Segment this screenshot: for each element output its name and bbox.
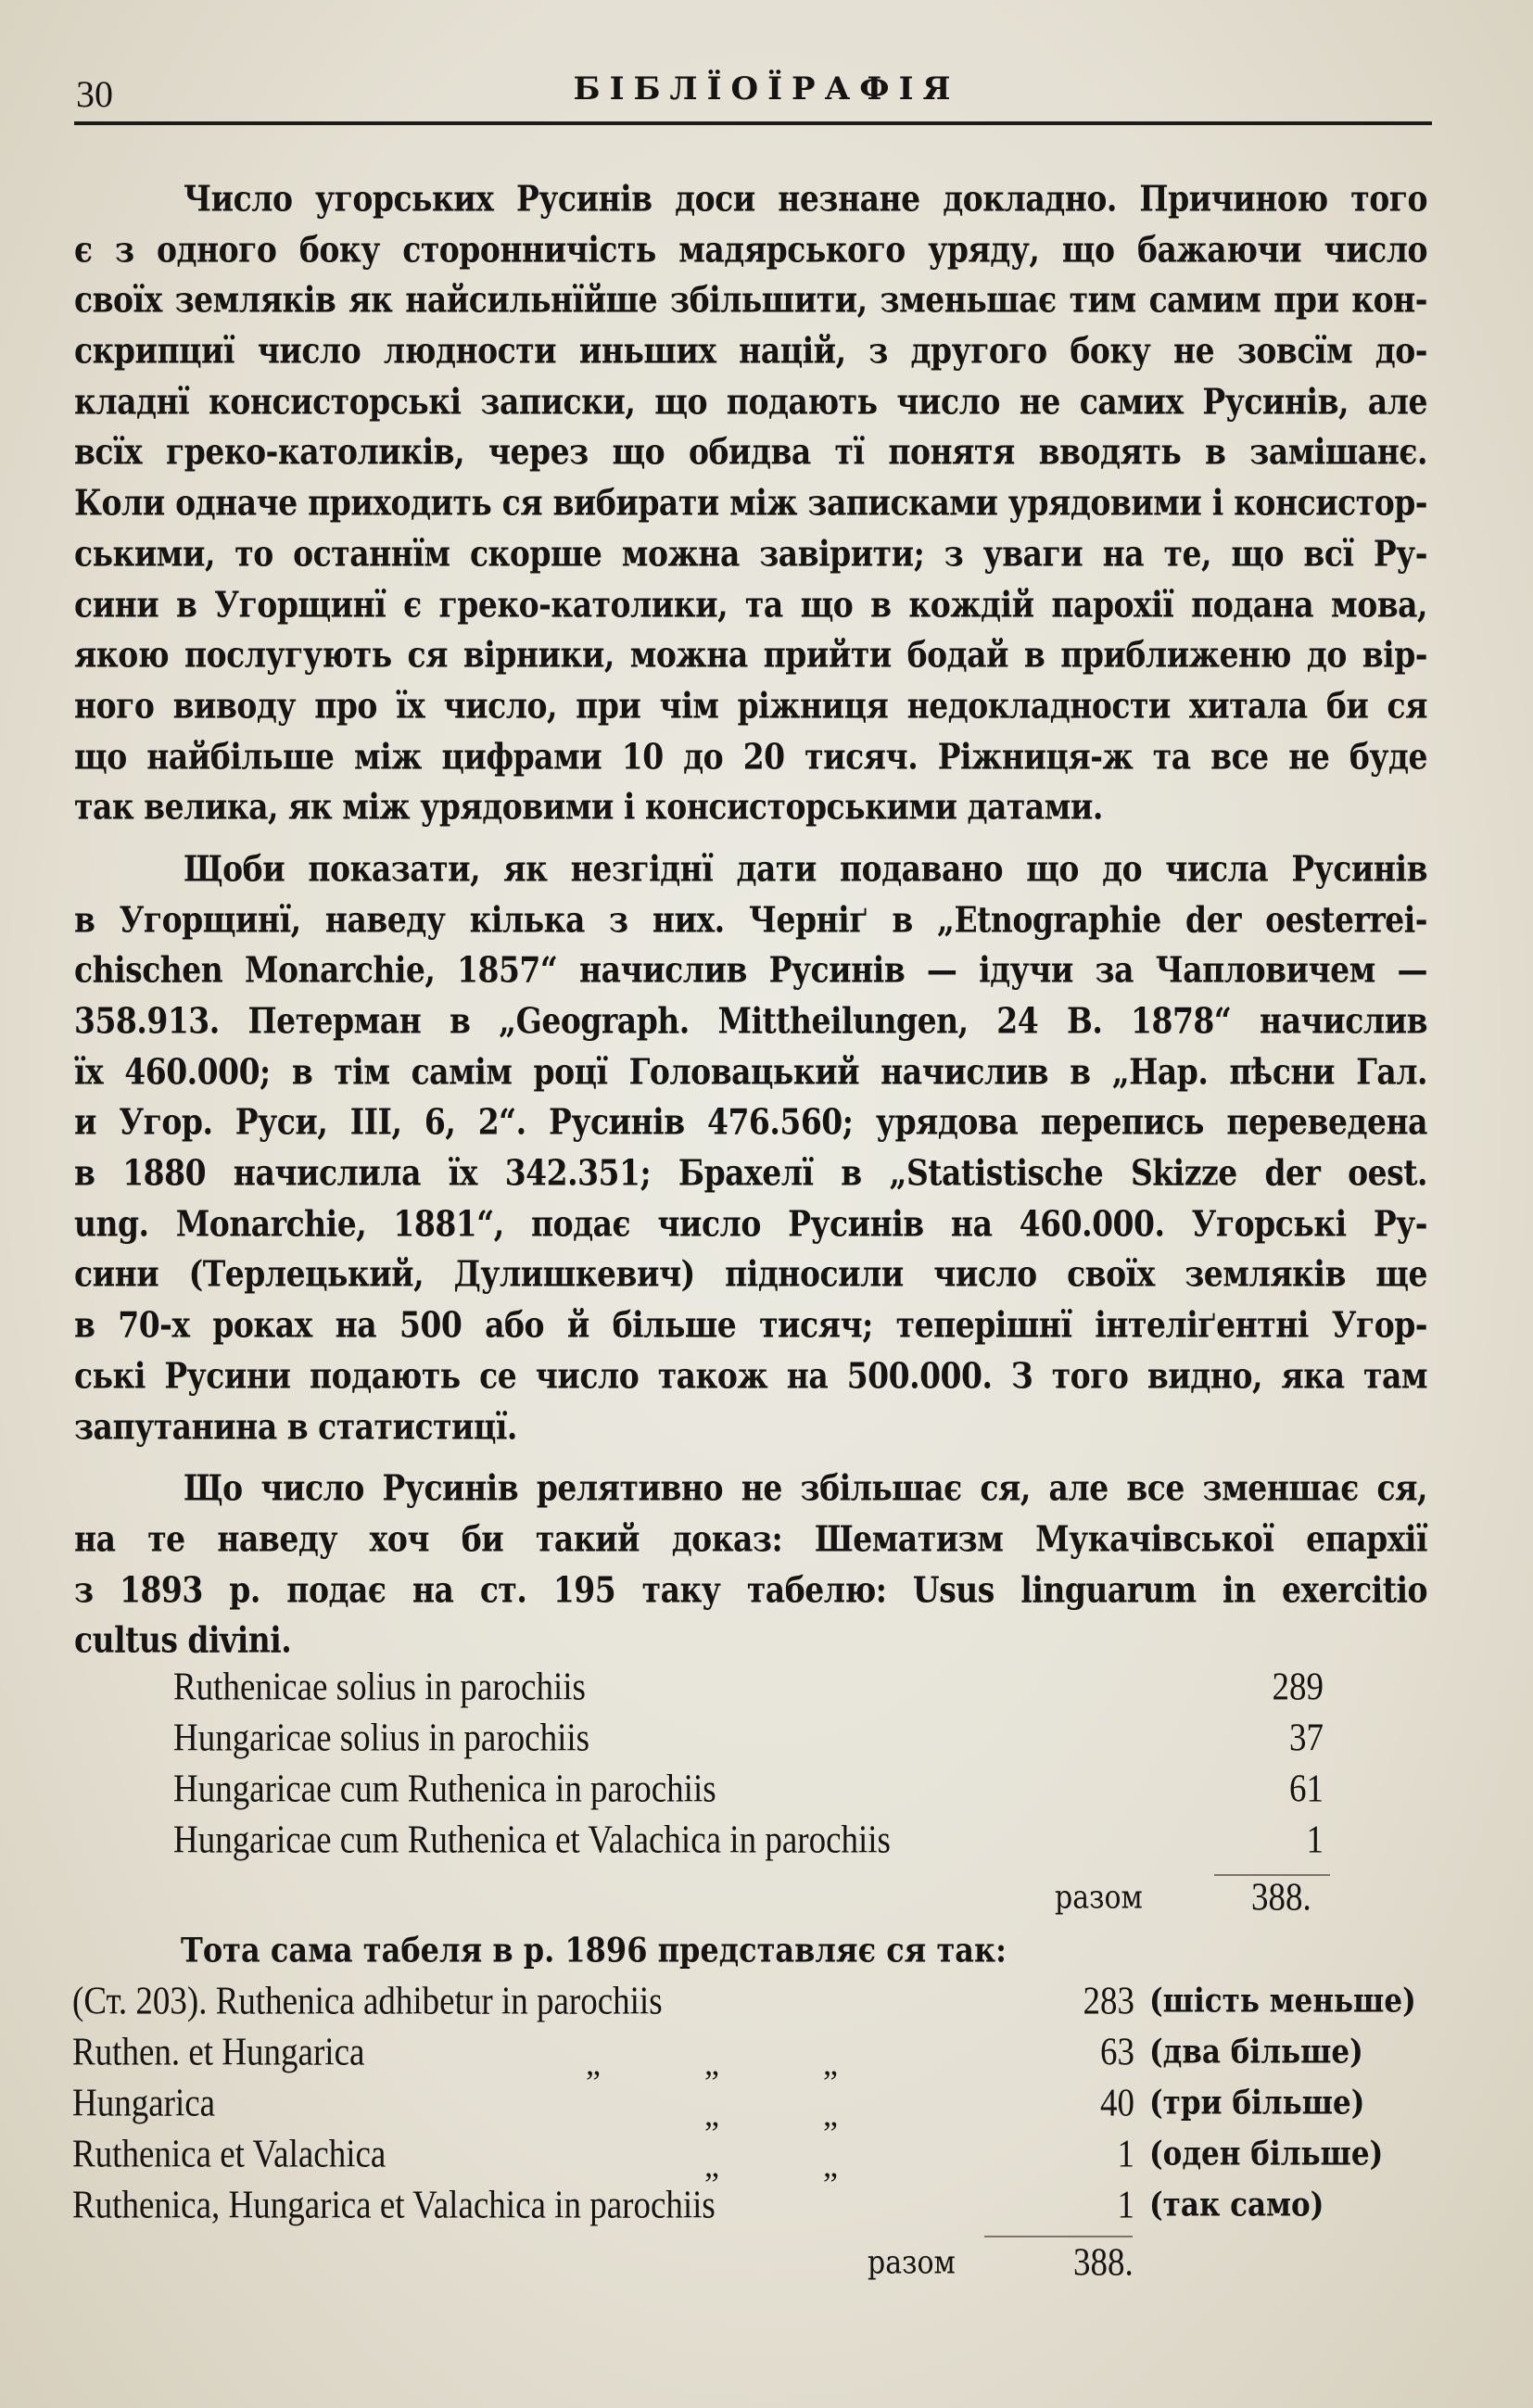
text-line: Коли одначе приходить ся вибирати між записками урядовими і консистор-: [74, 482, 1427, 524]
table-row-value: 1: [1306, 1818, 1324, 1863]
running-title: БІБЛЇОЇРАФІЯ: [573, 70, 960, 108]
text-line: на те наведу хоч би такий доказ: Шематизм Мукачівської епархії: [74, 1517, 1427, 1560]
table-row-value: 1: [1117, 2132, 1134, 2177]
text-line: з 1893 р. подає на ст. 195 таку табелю: Usus linguarum in exercitio: [74, 1568, 1427, 1611]
ditto-mark: „: [704, 2147, 719, 2184]
table-row-label: Hungaricae cum Ruthenica in parochiis: [173, 1767, 716, 1812]
text-line: 358.913. Петерман в „Geograph. Mittheilungen, 24 B. 1878“ начислив: [74, 999, 1427, 1042]
text-line: так велика, як між урядовими і консисторськими датами.: [74, 786, 1103, 829]
text-line: своїх земляків як найсильнїйше збільшити, зменьшає тим самим при кон-: [74, 279, 1427, 322]
table-row-comment: (шість меньше): [1149, 1982, 1416, 2021]
ditto-mark: „: [823, 2096, 838, 2133]
text-line: сини (Терлецький, Дулишкевич) підносили число своїх земляків ще: [74, 1253, 1427, 1296]
text-line: всїх греко-католиків, через що обидва тї понятя вводять в замішанє.: [74, 431, 1427, 474]
text-line: и Угор. Руси, III, 6, 2“. Русинів 476.560; урядова перепись переведена: [74, 1101, 1427, 1144]
table-row-label: Ruthen. et Hungarica: [72, 2030, 365, 2075]
text-line: запутанина в статистицї.: [74, 1405, 517, 1448]
ditto-mark: „: [823, 2045, 838, 2082]
table-row-value: 283: [1083, 1979, 1134, 2024]
text-line: є з одного боку сторонничість мадярського уряду, що бажаючи число: [74, 228, 1427, 271]
table-row-value: 40: [1100, 2081, 1134, 2126]
total-label: разом: [868, 2244, 956, 2282]
table-row-label: Ruthenicae solius in parochiis: [173, 1665, 586, 1710]
text-line: ськими, то останнїм скорше можна завірити; з уваги на те, що всї Ру-: [74, 532, 1427, 575]
table-row-label: Hungaricae solius in parochiis: [173, 1716, 590, 1761]
ditto-mark: „: [586, 2045, 601, 2082]
table-row-comment: (так само): [1149, 2186, 1324, 2224]
text-line: їх 460.000; в тім самім роцї Головацький начислив в „Нар. пѣсни Гал.: [74, 1050, 1427, 1093]
header-rule: [74, 121, 1432, 125]
table-row-value: 61: [1289, 1767, 1324, 1812]
text-line: кладнї консисторські записки, що подають число не самих Русинів, але: [74, 380, 1427, 423]
text-line: Що число Русинів релятивно не збільшає ся, але все зменшає ся,: [184, 1467, 1427, 1509]
text-line: в 1880 начислила їх 342.351; Брахелї в „Statistische Skizze der oest.: [74, 1152, 1427, 1194]
text-line: chischen Monarchie, 1857“ начислив Русинів — ідучи за Чапловичем —: [74, 949, 1427, 992]
total-value: 388.: [1251, 1875, 1311, 1920]
text-line: сини в Угорщинї є греко-католики, та що в кождій парохії подана мова,: [74, 583, 1427, 626]
text-line: Щоби показати, як незгіднї дати подавано що до числа Русинів: [184, 847, 1427, 890]
paragraph: [74, 174, 1427, 833]
total-value: 388.: [1073, 2240, 1134, 2286]
text-line: cultus divini.: [74, 1619, 292, 1662]
paragraph: [74, 1464, 1427, 1667]
table-row-value: 63: [1100, 2030, 1134, 2075]
page-number: 30: [76, 73, 113, 115]
body-text: [74, 174, 1427, 1667]
ditto-mark: „: [704, 2045, 719, 2082]
table-row-label: (Ст. 203). Ruthenica adhibetur in parochiis: [72, 1979, 663, 2024]
text-line: Число угорських Русинів доси незнане докладно. Причиною того: [184, 177, 1427, 220]
table-row-comment: (оден більше): [1149, 2135, 1384, 2174]
table-row-label: Hungarica: [72, 2081, 216, 2126]
text-line: ного виводу про їх число, при чім ріжниця недокладности хитала би ся: [74, 684, 1427, 727]
table-row-value: 1: [1117, 2183, 1134, 2228]
total-label: разом: [1055, 1879, 1143, 1917]
text-line: в 70-х роках на 500 або й більше тисяч; теперішнї інтеліґентні Угор-: [74, 1304, 1427, 1346]
text-line: ські Русини подають се число також на 500.000. З того видно, яка там: [74, 1354, 1427, 1397]
table-row-value: 37: [1289, 1716, 1324, 1761]
table-row-label: Hungaricae cum Ruthenica et Valachica in parochiis: [173, 1818, 891, 1863]
paragraph: [74, 844, 1427, 1452]
text-line: ung. Monarchie, 1881“, подає число Русинів на 460.000. Угорські Ру-: [74, 1202, 1427, 1245]
ditto-mark: „: [823, 2147, 838, 2184]
ditto-mark: „: [704, 2096, 719, 2133]
text-line: скрипциї число людности иньших націй, з другого боку не зовсїм до-: [74, 330, 1427, 372]
text-line: що найбільше між цифрами 10 до 20 тисяч. Ріжниця-ж та все не буде: [74, 735, 1427, 778]
intro-1896: Тота сама табеля в р. 1896 представляє ся так:: [181, 1930, 1007, 1971]
table-row-comment: (три більше): [1149, 2084, 1365, 2123]
text-line: в Угорщинї, наведу кілька з них. Черніґ в „Etnographie der oesterrei-: [74, 898, 1427, 941]
table-row-value: 289: [1272, 1665, 1324, 1710]
table-row-comment: (два більше): [1149, 2033, 1363, 2072]
table-row-label: Ruthenica et Valachica: [72, 2132, 386, 2177]
table-row-label: Ruthenica, Hungarica et Valachica in parochiis: [72, 2183, 716, 2228]
text-line: якою послугують ся вірники, можна прийти бодай в приближеню до вір-: [74, 634, 1427, 676]
